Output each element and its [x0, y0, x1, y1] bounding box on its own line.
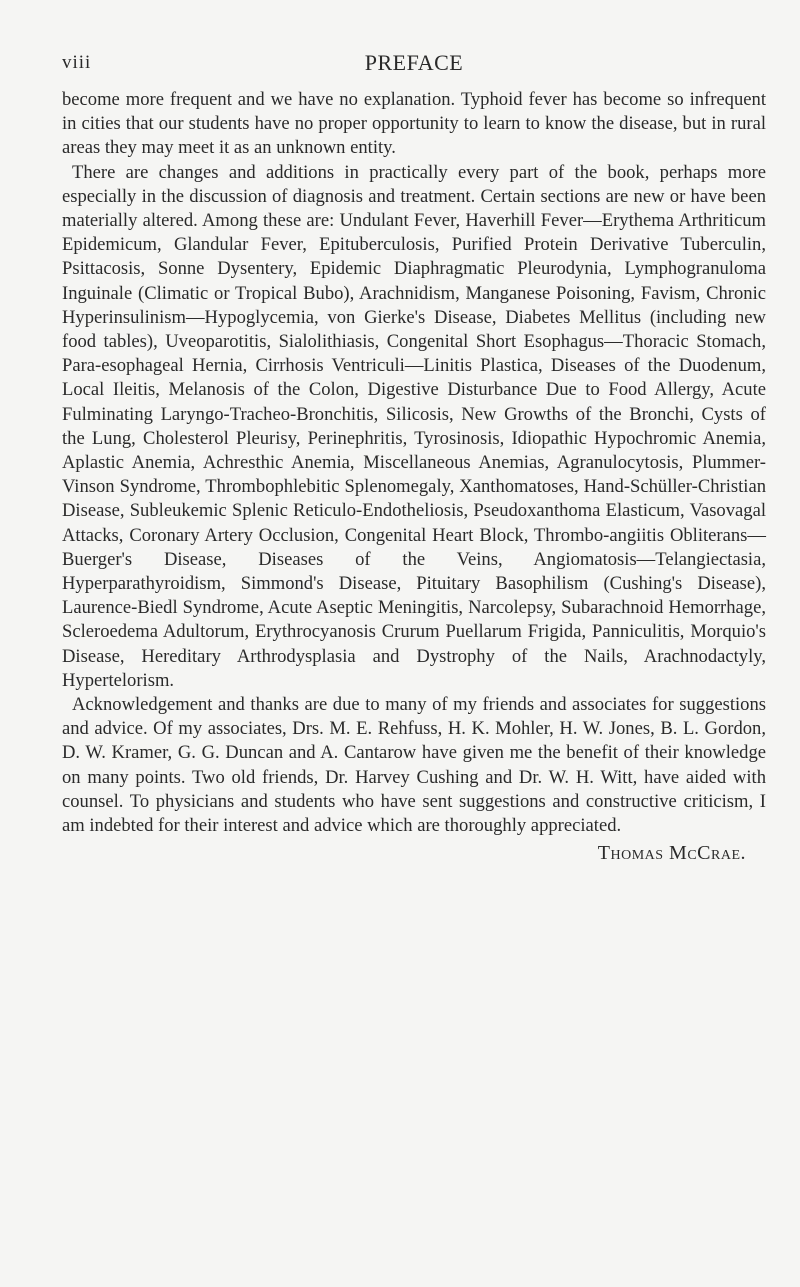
- preface-body: [62, 88, 766, 838]
- paragraph-changes: There are changes and additions in practically every part of the book, perhaps more especially in the discussion of diagnosis and treatment. Certain sections are new or have been materially altered. Among these are: Undulant Fever, Haverhill Fever—Erythema Arthriticum Epidemicum, Glandular Fever, Epituberculosis, Purified Protein Derivative Tuberculin, Psittacosis, Sonne Dysentery, Epidemic Diaphragmatic Pleurodynia, Lymphogranuloma Inguinale (Climatic or Tropical Bubo), Arachnidism, Manganese Poisoning, Favism, Chronic Hyperinsulinism—Hypoglycemia, von Gierke's Disease, Diabetes Mellitus (including new food tables), Uveoparotitis, Sialolithiasis, Congenital Short Esophagus—Thoracic Stomach, Para-esophageal Hernia, Cirrhosis Ventriculi—Linitis Plastica, Diseases of the Duodenum, Local Ileitis, Melanosis of the Colon, Digestive Disturbance Due to Food Allergy, Acute Fulminating Laryngo-Tracheo-Bronchitis, Silicosis, New Growths of the Bronchi, Cysts of the Lung, Cholesterol Pleurisy, Perinephritis, Tyrosinosis, Idiopathic Hypochromic Anemia, Aplastic Anemia, Achresthic Anemia, Miscellaneous Anemias, Agranulocytosis, Plummer-Vinson Syndrome, Thrombophlebitic Splenomegaly, Xanthomatoses, Hand-Schüller-Christian Disease, Subleukemic Splenic Reticulo-Endotheliosis, Pseudoxanthoma Elasticum, Vasovagal Attacks, Coronary Artery Occlusion, Congenital Heart Block, Thrombo-angiitis Obliterans—Buerger's Disease, Diseases of the Veins, Angiomatosis—Telangiectasia, Hyperparathyroidism, Simmond's Disease, Pituitary Basophilism (Cushing's Disease), Laurence-Biedl Syndrome, Acute Aseptic Meningitis, Narcolepsy, Subarachnoid Hemorrhage, Scleroedema Adultorum, Erythrocyanosis Crurum Puellarum Frigida, Panniculitis, Morquio's Disease, Hereditary Arthrodysplasia and Dystrophy of the Nails, Arachnodactyly, Hypertelorism.: [62, 161, 766, 691]
- running-head: PREFACE: [364, 50, 464, 75]
- paragraph-continued: become more frequent and we have no explanation. Typhoid fever has become so infrequent in cities that our students have no proper opportunity to learn to know the disease, but in rural areas they may meet it as an unknown entity.: [62, 89, 766, 159]
- page-number: viii: [62, 52, 92, 73]
- paragraph-acknowledgements: Acknowledgement and thanks are due to many of my friends and associates for suggestions and advice. Of my associates, Drs. M. E. Rehfuss, H. K. Mohler, H. W. Jones, B. L. Gordon, D. W. Kramer, G. G. Duncan and A. Cantarow have given me the benefit of their knowledge on many points. Two old friends, Dr. Harvey Cushing and Dr. W. H. Witt, have aided with counsel. To physicians and students who have sent suggestions and constructive criticism, I am indebted for their interest and advice which are thoroughly appreciated.: [62, 694, 766, 837]
- author-signature: Thomas McCrae.: [597, 842, 746, 865]
- book-page: [62, 40, 766, 866]
- page-header: [62, 40, 766, 80]
